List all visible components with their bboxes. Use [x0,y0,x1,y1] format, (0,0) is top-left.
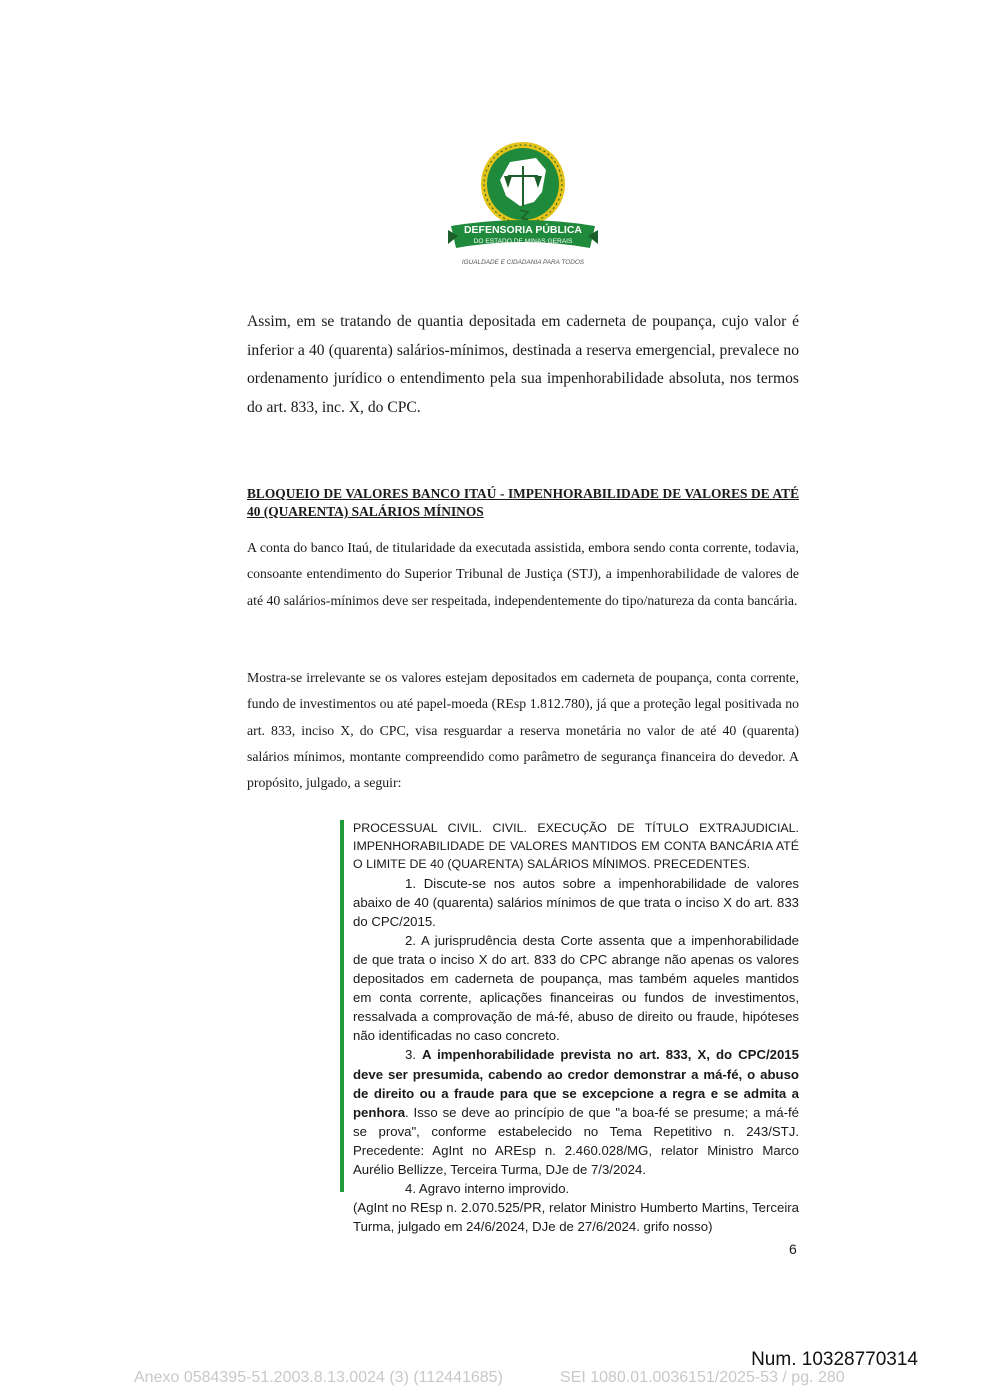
section-heading: BLOQUEIO DE VALORES BANCO ITAÚ - IMPENHORABILIDADE DE VALORES DE ATÉ 40 (QUARENTA) SALÁRIOS MÍNINOS [247,486,799,519]
svg-text:DO ESTADO DE MINAS GERAIS: DO ESTADO DE MINAS GERAIS [473,238,573,245]
document-number: Num. 10328770314 [751,1349,918,1370]
page-number: 6 [789,1241,797,1257]
footer-sei-reference: SEI 1080.01.0036151/2025-53 / pg. 280 [560,1369,845,1386]
svg-text:IGUALDADE E CIDADANIA PARA TOD: IGUALDADE E CIDADANIA PARA TODOS [461,259,585,266]
svg-text:DEFENSORIA PÚBLICA: DEFENSORIA PÚBLICA [463,224,583,236]
quote-item-3: 3. A impenhorabilidade prevista no art. 833, X, do CPC/2015 deve ser presumida, cabendo ao credor demonstrar a má-fé, o abuso de direito ou a fraude para que se excepcione a regra e se admita a penhora. Isso se deve ao princípio de que "a boa-fé se presume; a má-fé se prova", conforme estabelecido no Tema Repetitivo n. 243/STJ. Precedente: AgInt no AREsp n. 2.460.028/MG, relator Ministro Marco Aurélio Bellizze, Terceira Turma, DJe de 7/3/2024. [353,1047,799,1178]
jurisprudence-quote [353,819,799,1236]
quote-accent-bar [340,820,344,1192]
footer-stamp [134,1369,864,1387]
quote-header: PROCESSUAL CIVIL. CIVIL. EXECUÇÃO DE TÍTULO EXTRAJUDICIAL. IMPENHORABILIDADE DE VALORES MANTIDOS EM CONTA BANCÁRIA ATÉ O LIMITE DE 40 (QUARENTA) SALÁRIOS MÍNIMOS. PRECEDENTES. [353,821,799,872]
defensoria-publica-logo [448,136,598,268]
quote-item-1: 1. Discute-se nos autos sobre a impenhorabilidade de valores abaixo de 40 (quarenta) salários mínimos de que trata o inciso X do art. 833 do CPC/2015. [353,875,799,929]
paragraph-conta-itau: A conta do banco Itaú, de titularidade da executada assistida, embora sendo conta corrente, todavia, consoante entendimento do Superior Tribunal de Justiça (STJ), a impenhorabilidade de valores de até 40 salários-mínimos deve ser respeitada, independentemente do tipo/natureza da conta bancária. [247,540,799,608]
footer-annex-reference: Anexo 0584395-51.2003.8.13.0024 (3) (112441685) [134,1369,503,1386]
paragraph-impenhorabilidade-poupanca: Assim, em se tratando de quantia depositada em caderneta de poupança, cujo valor é inferior a 40 (quarenta) salários-mínimos, destinada a reserva emergencial, prevalece no ordenamento jurídico o entendimento pela sua impenhorabilidade absoluta, nos termos do art. 833, inc. X, do CPC. [247,313,799,416]
quote-item-3-emphasis: A impenhorabilidade prevista no art. 833, X, do CPC/2015 deve ser presumida, cabendo ao credor demonstrar a má-fé, o abuso de direito ou a fraude para que se excepcione a regra e se admita a penhora [353,1047,799,1120]
quote-item-2: 2. A jurisprudência desta Corte assenta que a impenhorabilidade de que trata o inciso X do art. 833 do CPC abrange não apenas os valores depositados em caderneta de poupança, mas também aqueles mantidos em conta corrente, aplicações financeiras ou fundos de investimentos, ressalvada a comprovação de má-fé, abuso de direito ou fraude, hipóteses não identificadas no caso concreto. [353,932,799,1044]
paragraph-irrelevancia-tipo-conta: Mostra-se irrelevante se os valores estejam depositados em caderneta de poupança, conta corrente, fundo de investimentos ou até papel-moeda (REsp 1.812.780), já que a proteção legal positivada no art. 833, inciso X, do CPC, visa resguardar a reserva monetária no valor de até 40 (quarenta) salários mínimos, montante compreendido como parâmetro de segurança financeira do devedor. A propósito, julgado, a seguir: [247,670,799,791]
quote-citation: (AgInt no REsp n. 2.070.525/PR, relator Ministro Humberto Martins, Terceira Turma, julgado em 24/6/2024, DJe de 27/6/2024. grifo nosso) [353,1200,799,1235]
quote-item-4: 4. Agravo interno improvido. [405,1181,570,1197]
